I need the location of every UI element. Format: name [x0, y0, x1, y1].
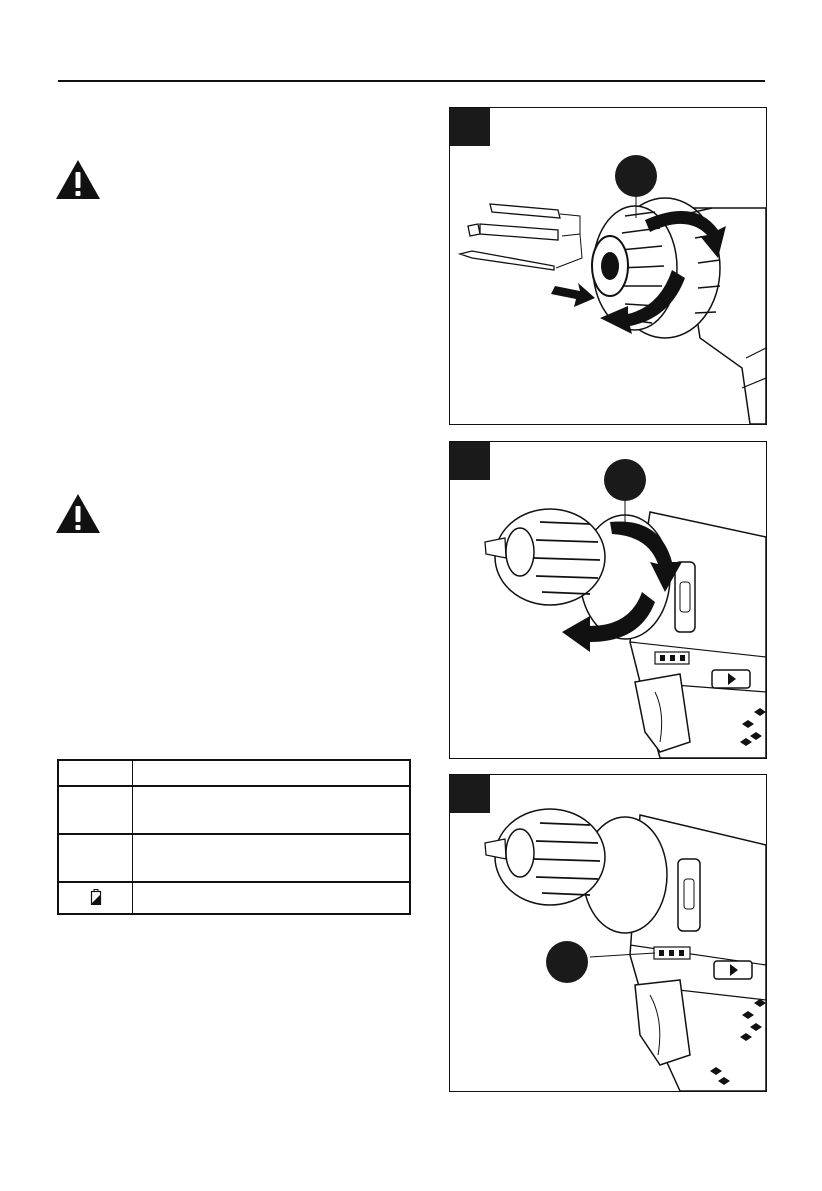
table-cell-text [133, 882, 411, 914]
table-row [58, 834, 410, 882]
callout-marker [546, 941, 588, 983]
header-rule [58, 80, 765, 82]
table-cell-text [133, 760, 411, 786]
table-cell-symbol [58, 834, 133, 882]
figure-chuck-tightening [449, 441, 767, 759]
callout-marker [615, 155, 657, 197]
figure-tag [450, 775, 490, 813]
indicator-table [57, 759, 411, 915]
table-row [58, 786, 410, 834]
table-cell-text [133, 786, 411, 834]
table-cell-symbol [58, 786, 133, 834]
table-row [58, 760, 410, 786]
insert-arrow-icon [551, 283, 595, 307]
drill-body-illustration [450, 775, 766, 1091]
warning-triangle-icon [54, 492, 102, 536]
warning-triangle-icon [54, 158, 102, 202]
figure-battery-indicator [449, 774, 767, 1092]
table-cell-symbol [58, 760, 133, 786]
table-cell-text [133, 834, 411, 882]
drill-chuck-illustration [450, 108, 766, 424]
figure-bit-insertion [449, 107, 767, 425]
figure-tag [450, 442, 490, 480]
table-row [58, 882, 410, 914]
callout-marker [604, 459, 646, 501]
figure-tag [450, 108, 490, 146]
battery-icon [90, 889, 102, 905]
